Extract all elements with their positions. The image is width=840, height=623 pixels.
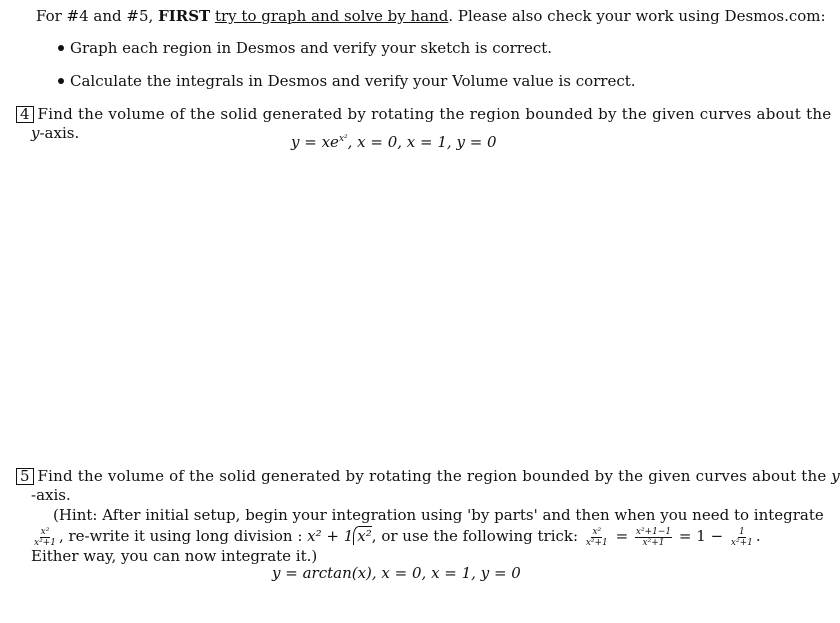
- problem-4-axis-suffix: -axis.: [39, 124, 80, 142]
- bullet-dot-2: [58, 78, 64, 84]
- hint-text-mid1: , re-write it using long division :: [58, 527, 308, 545]
- header-prefix: For #4 and #5,: [36, 7, 159, 25]
- hint-divisor: x² + 1: [307, 527, 354, 545]
- problem-5-hint-line3: Either way, you can now integrate it.): [31, 547, 318, 565]
- problem-4-eq-equals: =: [299, 133, 322, 151]
- problem-4-eq-exponent: x²: [338, 134, 348, 144]
- hint-equals-1: =: [615, 527, 629, 545]
- hint-text-mid2: , or use the following trick:: [371, 527, 579, 545]
- problem-5-equation: y = arctan(x), x = 0, x = 1, y = 0: [272, 564, 521, 582]
- bullet-item-2: Calculate the integrals in Desmos and verify your Volume value is correct.: [70, 72, 636, 90]
- hint-fraction-4: $\frac{1}{\text{x²+1}}$: [730, 526, 753, 548]
- problem-4-eq-y: y: [291, 133, 300, 151]
- problem-5-number-box: 5: [16, 468, 34, 485]
- hint-period: .: [755, 527, 761, 545]
- problem-4-text: Find the volume of the solid generated by rotating the region bounded by the given curves about the: [37, 105, 832, 123]
- problem-5-axis-var: y: [831, 467, 840, 485]
- problem-4-text-line2: [31, 124, 79, 142]
- problem-5-hint-line1: (Hint: After initial setup, begin your integration using 'by parts' and then when you need to integrate: [53, 506, 824, 524]
- hint-fraction-3: $\frac{\text{x²+1−1}}{\text{x²+1}}$: [635, 526, 672, 548]
- bullet-item-1: Graph each region in Desmos and verify your sketch is correct.: [70, 39, 553, 57]
- problem-4-number-box: 4: [16, 106, 34, 123]
- problem-5-text: Find the volume of the solid generated by rotating the region bounded by the given curves about the: [37, 467, 827, 485]
- problem-4-statement: [16, 105, 831, 123]
- hint-equals-2: = 1 −: [678, 527, 724, 545]
- bullet-dot-1: [58, 45, 64, 51]
- problem-4-axis-var: y: [31, 124, 40, 142]
- hint-fraction-1: $\frac{\text{x²}}{\text{x²+1}}$: [34, 526, 56, 548]
- header-bold-first: FIRST: [158, 7, 211, 25]
- hint-long-division: x²: [353, 526, 371, 545]
- problem-5-text-line2: -axis.: [31, 486, 71, 504]
- header-suffix: . Please also check your work using Desmos.com:: [448, 7, 826, 25]
- problem-4-eq-xe: xe: [321, 133, 339, 151]
- header-underlined: try to graph and solve by hand: [214, 7, 449, 25]
- problem-4-equation: [291, 133, 497, 151]
- problem-5-hint-line2: [31, 523, 761, 549]
- problem-4-eq-rest: , x = 0, x = 1, y = 0: [347, 133, 497, 151]
- instructions-header: [36, 7, 826, 25]
- hint-fraction-2: $\frac{\text{x²}}{\text{x²+1}}$: [585, 526, 608, 548]
- problem-5-statement: [16, 467, 840, 485]
